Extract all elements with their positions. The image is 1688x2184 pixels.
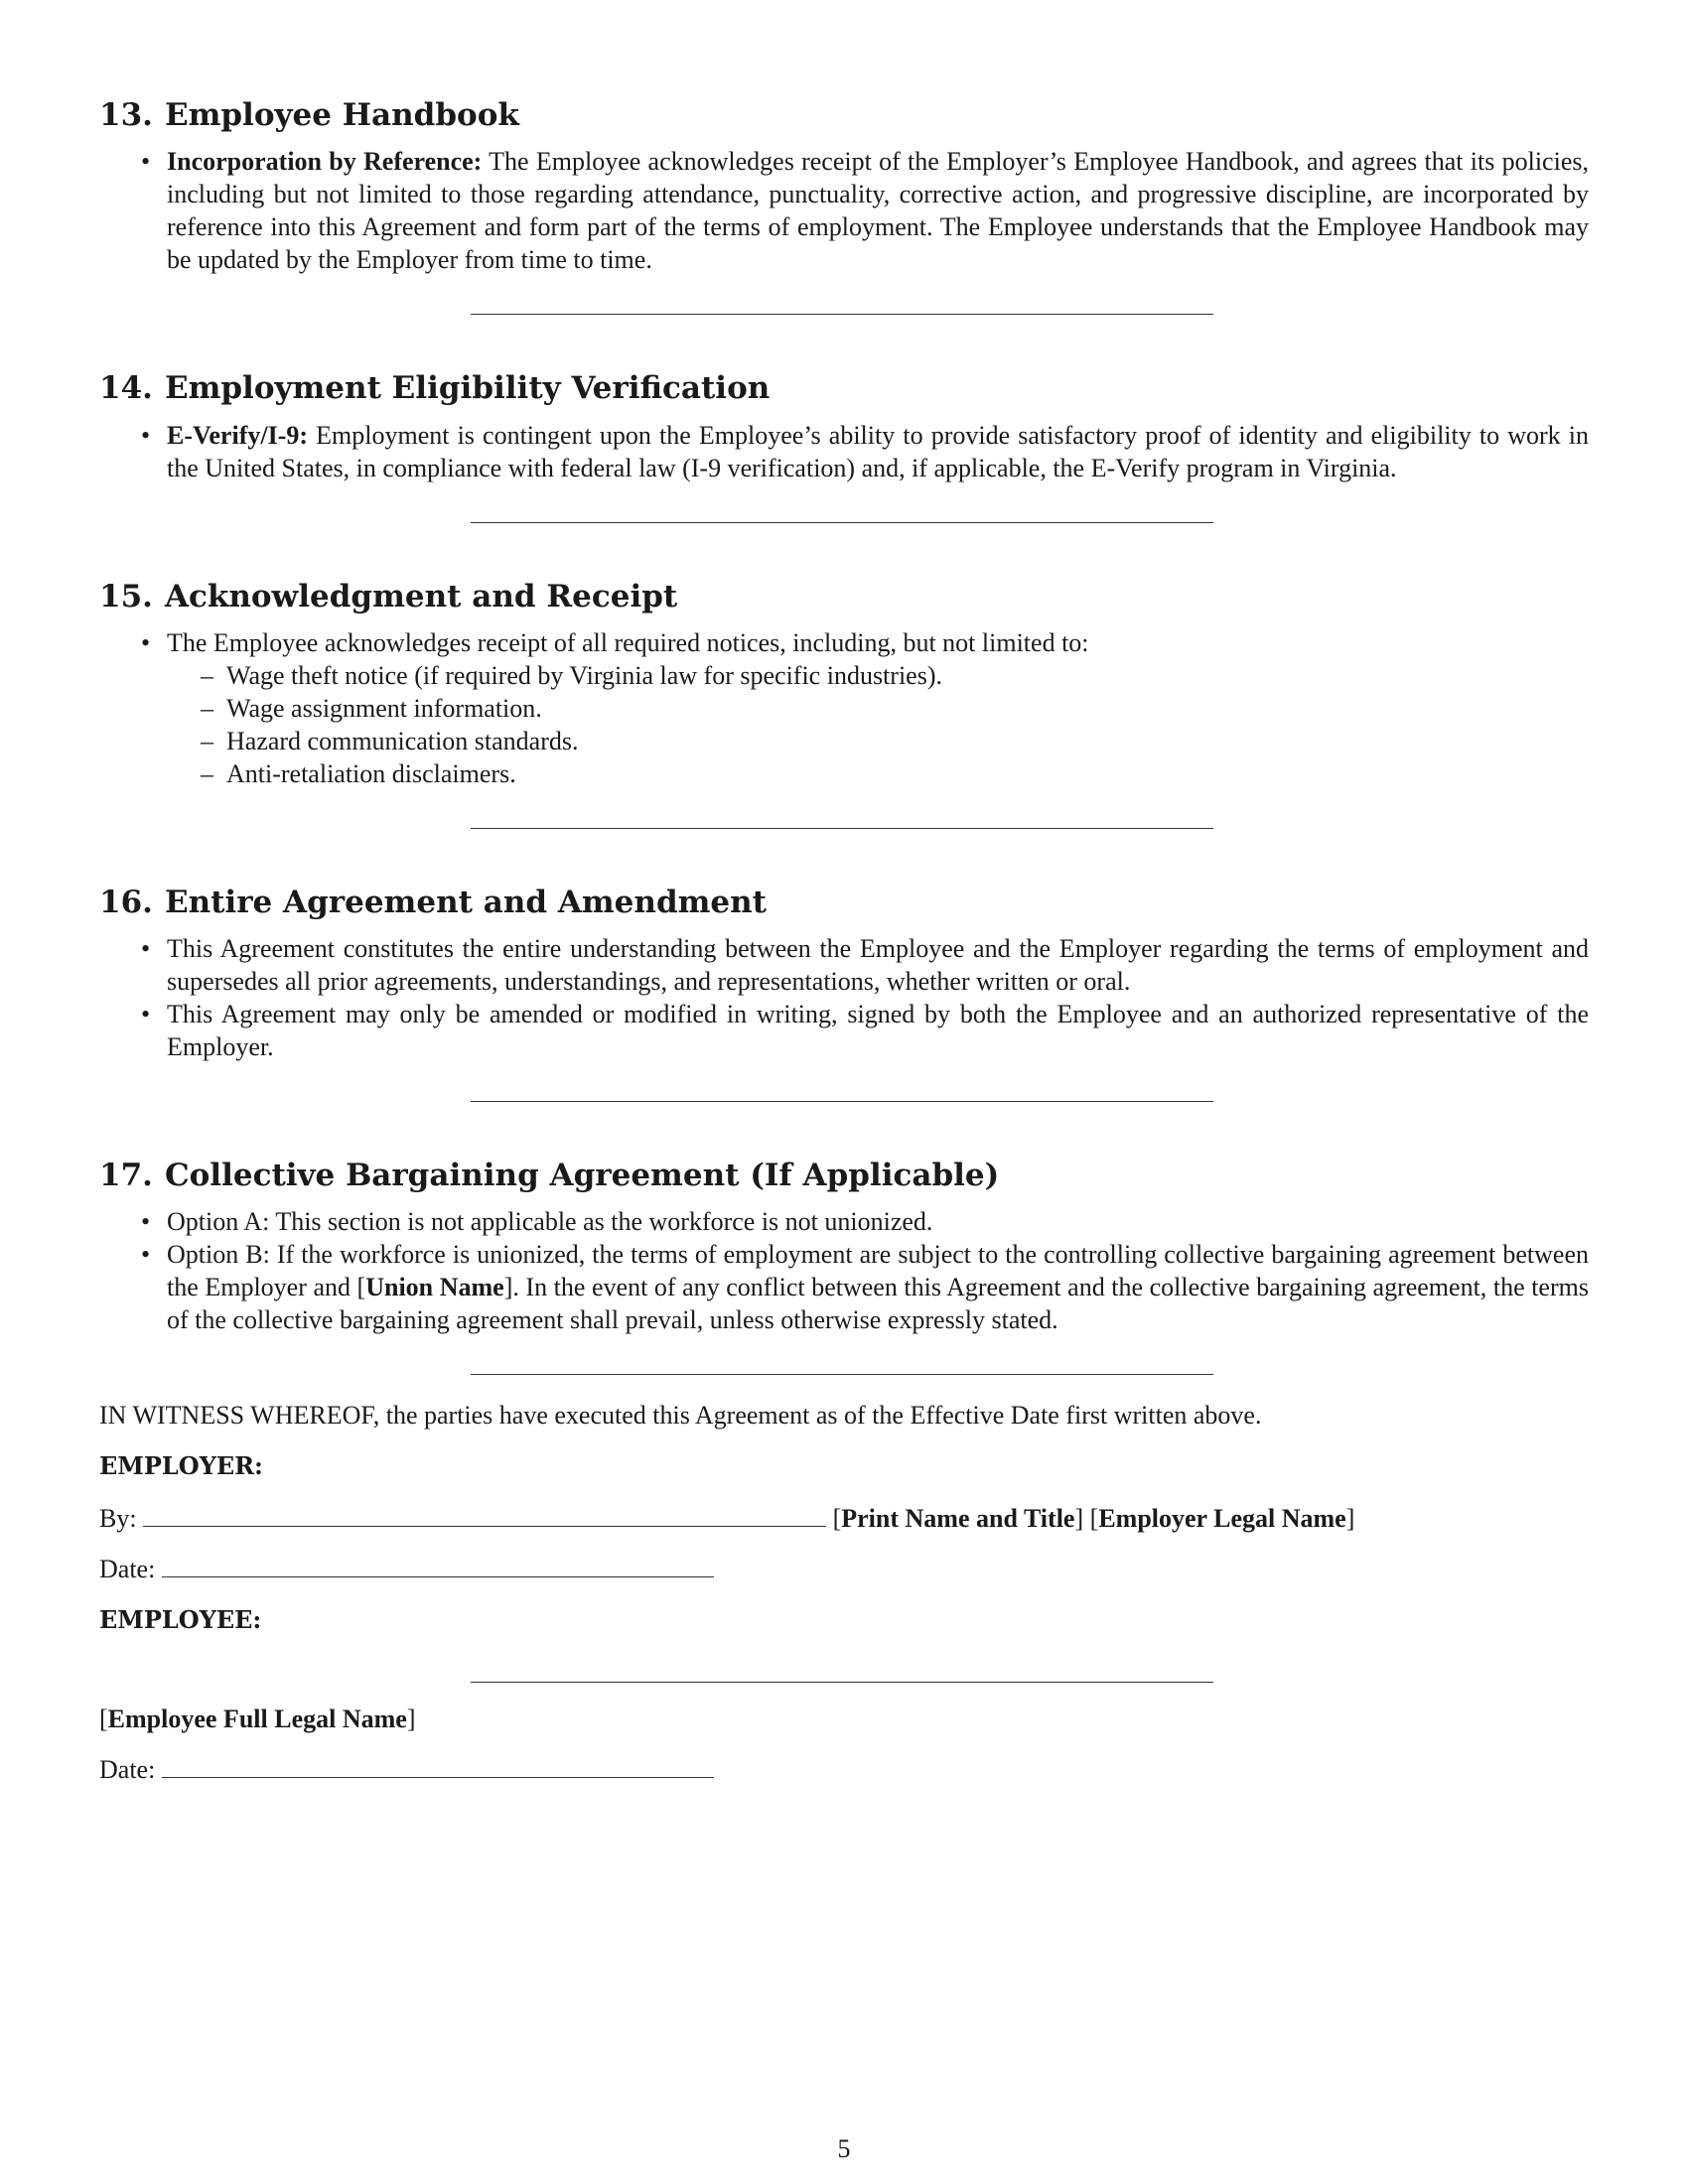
employee-date-line[interactable] bbox=[162, 1751, 714, 1778]
section-17 bbox=[99, 1156, 1589, 1336]
list-item: • This Agreement may only be amended or modified in writing, signed by both the Employee and an authorized representative of the Employer. bbox=[167, 998, 1589, 1063]
section-divider bbox=[471, 522, 1213, 523]
employer-signature-row: By: [Print Name and Title] [Employer Legal Name] bbox=[99, 1500, 1589, 1535]
section-heading: 14. Employment Eligibility Verification bbox=[99, 370, 771, 407]
section-divider bbox=[471, 314, 1213, 315]
section-heading: 13. Employee Handbook bbox=[99, 97, 519, 133]
sub-list-item: – Wage assignment information. bbox=[226, 692, 1589, 725]
document-page bbox=[99, 95, 1589, 1786]
section-13 bbox=[99, 95, 1589, 276]
list-item: • This Agreement constitutes the entire understanding between the Employee and the Employer regarding the terms of employment and supersedes all prior agreements, understandings, and representations, whether written or oral. bbox=[167, 932, 1589, 998]
list-item: • Incorporation by Reference: The Employee acknowledges receipt of the Employer’s Employee Handbook, and agrees that its policies, including but not limited to those regarding attendance, punctuality, corrective action, and progressive discipline, are incorporated by reference into this Agreement and form part of the terms of employment. The Employee understands that the Employee Handbook may be updated by the Employer from time to time. bbox=[167, 145, 1589, 276]
employee-label: EMPLOYEE: bbox=[99, 1605, 262, 1635]
section-divider bbox=[471, 828, 1213, 829]
placeholder-union-name: Union Name bbox=[365, 1273, 504, 1302]
sub-list-item: – Hazard communication standards. bbox=[226, 725, 1589, 757]
section-heading: 15. Acknowledgment and Receipt bbox=[99, 578, 678, 614]
employer-signature-line[interactable] bbox=[143, 1500, 826, 1527]
bold-lead: E-Verify/I-9: bbox=[167, 420, 309, 450]
section-divider bbox=[471, 1374, 1213, 1375]
employee-name-row: [Employee Full Legal Name] bbox=[99, 1705, 416, 1734]
placeholder-employee-name: Employee Full Legal Name bbox=[107, 1705, 407, 1734]
bullet-list bbox=[99, 1205, 1589, 1336]
employee-signature-line[interactable] bbox=[471, 1682, 1213, 1683]
section-heading: 16. Entire Agreement and Amendment bbox=[99, 884, 767, 920]
sub-list bbox=[167, 659, 1589, 790]
sub-list-item: – Wage theft notice (if required by Virginia law for specific industries). bbox=[226, 659, 1589, 692]
bullet-list bbox=[99, 419, 1589, 484]
section-14 bbox=[99, 368, 1589, 483]
witness-statement: IN WITNESS WHEREOF, the parties have executed this Agreement as of the Effective Date first written above. bbox=[99, 1401, 1262, 1431]
employer-date-row: Date: bbox=[99, 1551, 1589, 1585]
bullet-list bbox=[99, 932, 1589, 1063]
employer-label: EMPLOYER: bbox=[99, 1451, 263, 1481]
page-number: 5 bbox=[837, 2134, 851, 2163]
placeholder-print-name: Print Name and Title bbox=[841, 1504, 1075, 1534]
bold-lead: Incorporation by Reference: bbox=[167, 147, 483, 177]
list-item: • Option A: This section is not applicable as the workforce is not unionized. bbox=[167, 1205, 1589, 1238]
employer-date-line[interactable] bbox=[162, 1551, 714, 1577]
bullet-list bbox=[99, 145, 1589, 276]
list-item: • Option B: If the workforce is unionized, the terms of employment are subject to the controlling collective bargaining agreement between the Employer and [Union Name]. In the event of any conflict between this Agreement and the collective bargaining agreement, the terms of the collective bargaining agreement shall prevail, unless otherwise expressly stated. bbox=[167, 1238, 1589, 1336]
employee-date-row: Date: bbox=[99, 1751, 1589, 1786]
sub-list-item: – Anti-retaliation disclaimers. bbox=[226, 757, 1589, 790]
bullet-list bbox=[99, 626, 1589, 790]
list-item: • E-Verify/I-9: Employment is contingent upon the Employee’s ability to provide satisfactory proof of identity and eligibility to work in the United States, in compliance with federal law (I-9 verification) and, if applicable, the E-Verify program in Virginia. bbox=[167, 419, 1589, 484]
section-heading: 17. Collective Bargaining Agreement (If Applicable) bbox=[99, 1158, 1000, 1194]
placeholder-employer-legal-name: Employer Legal Name bbox=[1098, 1504, 1346, 1534]
section-divider bbox=[471, 1101, 1213, 1102]
section-15 bbox=[99, 577, 1589, 790]
list-item: • The Employee acknowledges receipt of all required notices, including, but not limited to: – Wage theft notice (if required by Virginia law for specific industries). – Wage assignment information. – Hazard communication standards. – Anti-retaliation disclaimers. bbox=[167, 626, 1589, 790]
section-16 bbox=[99, 883, 1589, 1063]
